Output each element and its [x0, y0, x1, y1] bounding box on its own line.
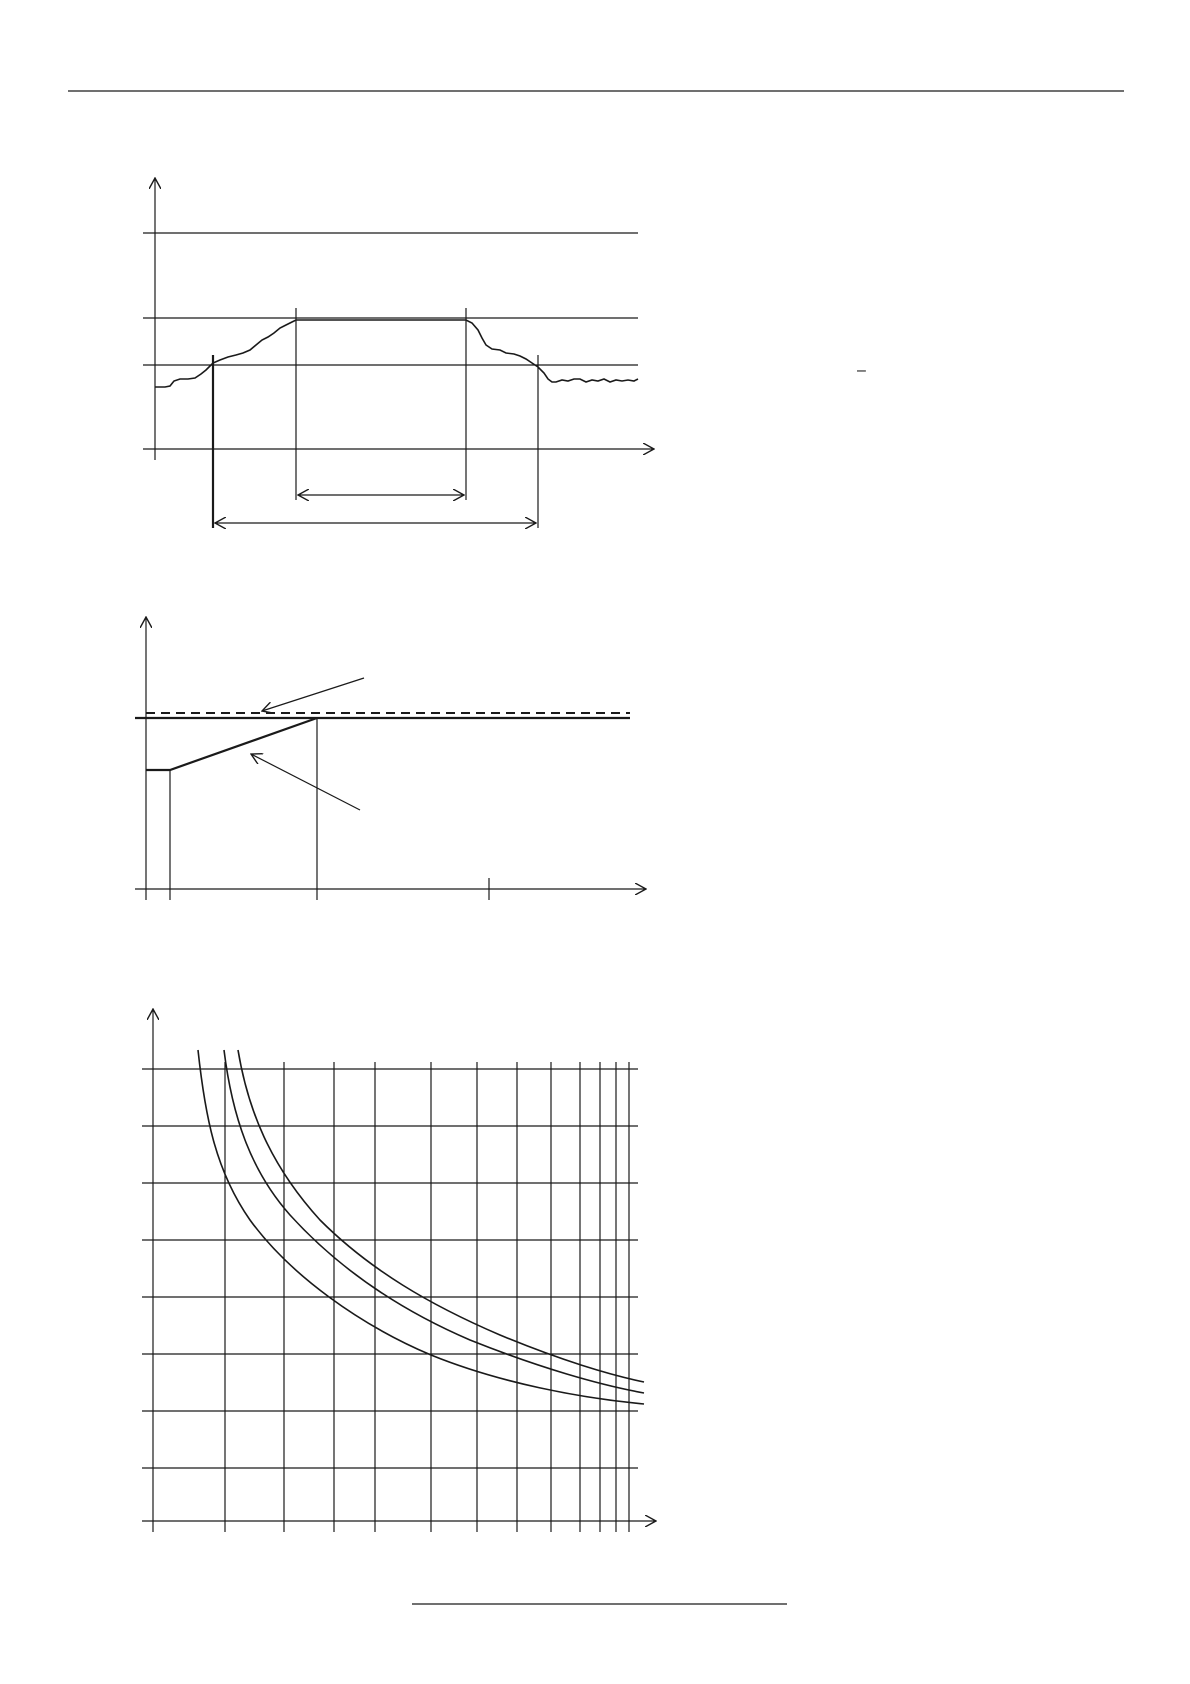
fig1-signal-curve [155, 320, 638, 387]
fig2-pointer-arrow-ramp [251, 754, 360, 810]
fig3-grid [142, 1062, 638, 1532]
fig3-curves [198, 1050, 644, 1404]
fig2-pointer-arrow-dashed [262, 678, 364, 711]
fig3-curve-3 [238, 1050, 644, 1382]
figure-3 [142, 1009, 656, 1532]
fig2-ramp-line [146, 718, 317, 770]
figure-2 [135, 617, 646, 900]
fig3-curve-2 [224, 1050, 644, 1393]
fig1-small-mark: – [857, 362, 866, 379]
figure-1 [143, 178, 866, 528]
fig3-curve-1 [198, 1050, 644, 1404]
